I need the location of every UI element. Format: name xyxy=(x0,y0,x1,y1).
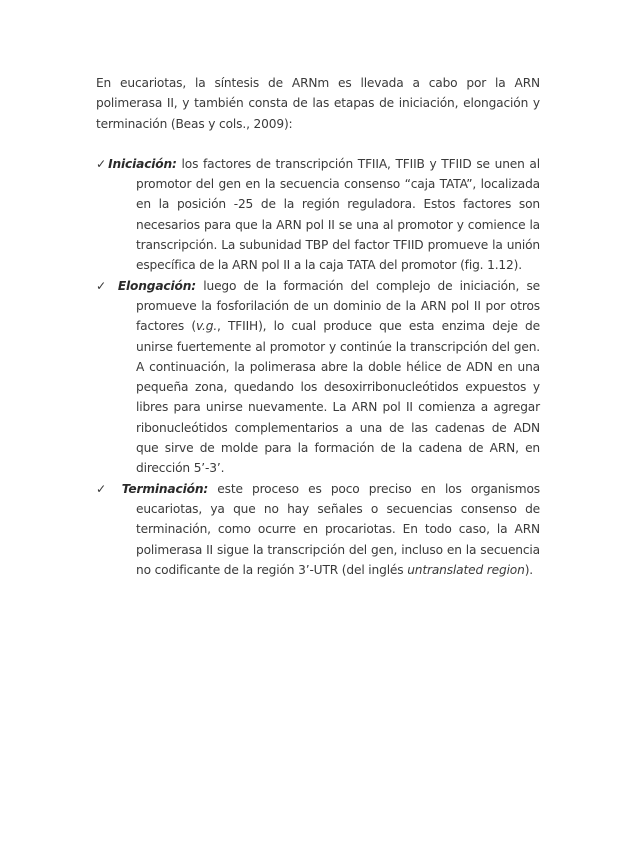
list-item-terminacion xyxy=(96,479,540,580)
terminacion-text-a: este proceso es poco preciso en los organismos eucariotas, ya que no hay señales o secuencias consenso de terminación, como ocurre en procariotas. En todo caso, la ARN polimerasa II sigue la transcripción del gen, incluso en la secuencia no codificante de la región 3’-UTR (del inglés xyxy=(136,481,540,577)
intro-paragraph: En eucariotas, la síntesis de ARNm es llevada a cabo por la ARN polimerasa II, y también consta de las etapas de iniciación, elongación y terminación (Beas y cols., 2009): xyxy=(96,76,540,131)
check-mark-icon: ✓ xyxy=(96,481,112,496)
terminacion-text-italic: untranslated region xyxy=(407,562,525,577)
document-body xyxy=(96,73,540,580)
term-terminacion: Terminación: xyxy=(121,481,209,496)
list-item-iniciacion xyxy=(96,154,540,276)
list-item-elongacion xyxy=(96,276,540,479)
iniciacion-text: los factores de transcripción TFIIA, TFIIB y TFIID se unen al promotor del gen en la secuencia consenso “caja TATA”, localizada en la posición -25 de la región reguladora. Estos factores son necesarios para que la ARN pol II se una al promotor y comience la transcripción. La subunidad TBP del factor TFIID promueve la unión específica de la ARN pol II a la caja TATA del promotor (fig. 1.12). xyxy=(136,156,540,273)
term-iniciacion: Iniciación: xyxy=(108,156,177,171)
elongacion-text-b: , TFIIH), lo cual produce que esta enzima deje de unirse fuertemente al promotor y continúe la transcripción del gen. A continuación, la polimerasa abre la doble hélice de ADN en una pequeña zona, quedando los desoxirribonucleótidos expuestos y libres para unirse nuevamente. La ARN pol II comienza a agregar ribonucleótidos complementarios a una de las cadenas de ADN que sirve de molde para la formación de la cadena de ARN, en dirección 5’-3’. xyxy=(136,319,540,476)
check-mark-icon: ✓ xyxy=(96,156,108,171)
check-mark-icon: ✓ xyxy=(96,278,110,293)
terminacion-text-b: ). xyxy=(524,562,534,577)
elongacion-text-italic: v.g. xyxy=(195,319,218,334)
elongacion-text-a: luego de la formación del complejo de iniciación, se promueve la fosforilación de un dominio de la ARN pol II por otros factores ( xyxy=(136,278,541,334)
term-elongacion: Elongación: xyxy=(117,278,197,293)
